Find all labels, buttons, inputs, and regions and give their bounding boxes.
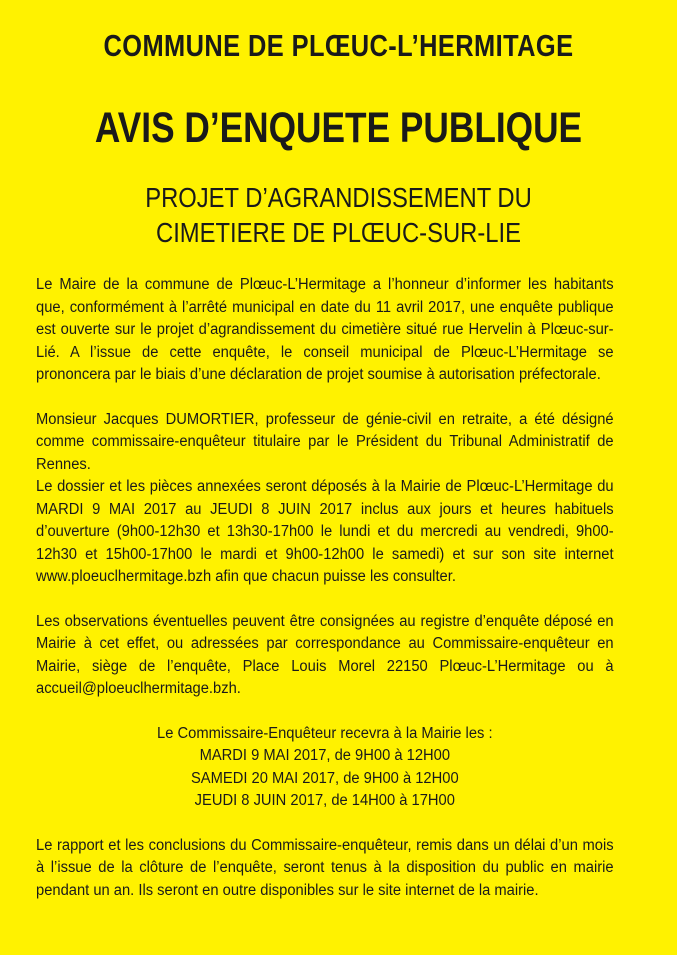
permanences-block [36,723,614,813]
project-subtitle-line2: CIMETIERE DE PLŒUC-SUR-LIE [156,217,521,248]
project-subtitle [51,180,626,250]
paragraph-intro: Le Maire de la commune de Plœuc-L’Hermitage a l’honneur d’informer les habitants que, conformément à l’arrêté municipal en date du 11 avril 2017, une enquête publique est ouverte sur le projet d’agrandissement du cimetière situé rue Hervelin à Plœuc-sur-Lié. A l’issue de cette enquête, le conseil municipal de Plœuc-L’Hermitage se prononcera par le biais d’une déclaration de projet soumise à autorisation préfectorale. [36,276,614,383]
paragraph-observations: Les observations éventuelles peuvent être consignées au registre d’enquête déposé en Mairie à cet effet, ou adressées par correspondance au Commissaire-enquêteur en Mairie, siège de l’enquête, Place Louis Morel 22150 Plœuc-L’Hermitage ou à accueil@ploeuclhermitage.bzh. [36,612,614,697]
notice-title: AVIS D’ENQUETE PUBLIQUE [94,104,583,152]
notice-body [36,274,614,902]
permanence-date: JEUDI 8 JUIN 2017, de 14H00 à 17H00 [194,792,455,809]
commune-heading: COMMUNE DE PLŒUC-L’HERMITAGE [103,28,574,63]
permanence-date: SAMEDI 20 MAI 2017, de 9H00 à 12H00 [190,769,459,787]
project-subtitle-line1: PROJET D’AGRANDISSEMENT DU [145,182,532,213]
paragraph-commissioner: Monsieur Jacques DUMORTIER, professeur de génie-civil en retraite, a été désigné comme commissaire-enquêteur titulaire par le Président du Tribunal Administratif de Rennes. [36,410,614,473]
paragraph-report: Le rapport et les conclusions du Commissaire-enquêteur, remis dans un délai d’un mois à l’issue de la clôture de l’enquête, seront tenus à la disposition du public en mairie pendant un an. Ils seront en outre disponibles sur le site internet de la mairie. [36,836,614,899]
permanences-intro: Le Commissaire-Enquêteur recevra à la Mairie les : [157,724,493,742]
permanence-date: MARDI 9 MAI 2017, de 9H00 à 12H00 [199,747,451,764]
paragraph-dossier: Le dossier et les pièces annexées seront déposés à la Mairie de Plœuc-L’Hermitage du MARDI 9 MAI 2017 au JEUDI 8 JUIN 2017 inclus aux jours et heures habituels d’ouverture (9h00-12h30 et 13h30-17h00 le lundi et du mercredi au vendredi, 9h00-12h30 et 15h00-17h00 le mardi et 9h00-12h00 le samedi) et sur son site internet www.ploeuclhermitage.bzh afin que chacun puisse les consulter. [36,478,614,585]
